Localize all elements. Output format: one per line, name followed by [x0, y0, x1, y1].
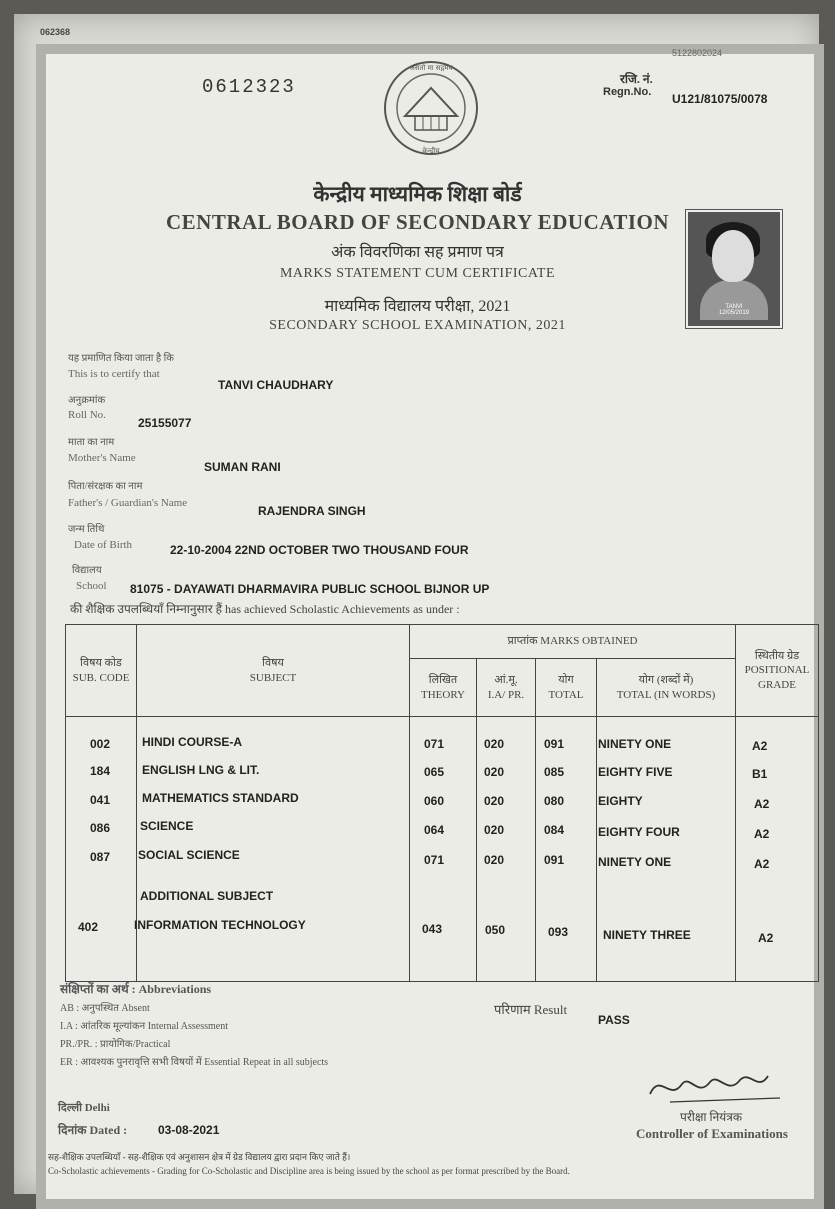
header-sub-code: विषय कोड SUB. CODE — [66, 625, 137, 717]
cbse-emblem-icon — [375, 58, 487, 160]
signature-title-hindi: परीक्षा नियंत्रक — [680, 1110, 743, 1124]
photo-caption-no: 12/05/2019 — [718, 310, 750, 316]
father-label: Father's / Guardian's Name — [68, 497, 188, 509]
photo-caption-name: TANVI — [725, 304, 743, 310]
achievements-intro: की शैक्षिक उपलब्धियाँ निम्नानुसार हैं has achieved Scholastic Achievements as under : — [70, 602, 460, 616]
abbreviations-title: संक्षिप्तों का अर्थ : Abbreviations — [60, 982, 212, 996]
certificate-number: 0612323 — [202, 76, 296, 98]
dob-label: Date of Birth — [74, 539, 133, 551]
header-ia: आं.मू. I.A/ PR. — [477, 659, 536, 717]
roll-number: 25155077 — [138, 416, 192, 430]
additional-subject-label: ADDITIONAL SUBJECT — [140, 889, 274, 903]
certify-label: This is to certify that — [68, 368, 160, 380]
mother-label: Mother's Name — [68, 452, 136, 464]
father-label-hindi: पिता/संरक्षक का नाम — [68, 481, 143, 492]
board-title-hindi: केन्द्रीय माध्यमिक शिक्षा बोर्ड — [313, 182, 522, 206]
regn-label-hindi: रजि. नं. — [620, 72, 653, 86]
abbreviation-item: ER : आवश्यक पुनरावृत्ति सभी विषयों में Essential Repeat in all subjects — [60, 1057, 329, 1068]
regn-number: U121/81075/0078 — [672, 92, 768, 106]
cert-title: MARKS STATEMENT CUM CERTIFICATE — [279, 266, 556, 281]
result-label: परिणाम Result — [494, 1002, 568, 1017]
mother-label-hindi: माता का नाम — [68, 437, 115, 448]
mother-name: SUMAN RANI — [204, 460, 281, 474]
roll-label: Roll No. — [68, 409, 106, 421]
header-grade: स्थितीय ग्रेड POSITIONAL GRADE — [736, 625, 819, 717]
date-of-birth: 22-10-2004 22ND OCTOBER TWO THOUSAND FOUR — [170, 543, 469, 557]
school-label: School — [76, 580, 107, 592]
header-subject: विषय SUBJECT — [137, 625, 410, 717]
dob-label-hindi: जन्म तिथि — [68, 524, 105, 535]
school-label-hindi: विद्यालय — [72, 565, 102, 576]
place-label: दिल्ली Delhi — [58, 1102, 110, 1114]
student-name: TANVI CHAUDHARY — [218, 378, 334, 392]
abbreviation-item: AB : अनुपस्थित Absent — [60, 1003, 150, 1014]
signature-icon — [640, 1062, 790, 1112]
result-value: PASS — [598, 1013, 630, 1027]
header-marks-obtained: प्राप्तांक MARKS OBTAINED — [410, 625, 736, 659]
abbreviation-item: I.A : आंतरिक मूल्यांकन Internal Assessment — [60, 1021, 228, 1032]
school-name: 81075 - DAYAWATI DHARMAVIRA PUBLIC SCHOOL BIJNOR UP — [130, 582, 490, 596]
abbreviation-item: PR./PR. : प्रायोगिक/Practical — [60, 1039, 171, 1050]
signature-title: Controller of Examinations — [636, 1126, 788, 1141]
father-name: RAJENDRA SINGH — [258, 504, 366, 518]
footer-note: Co-Scholastic achievements - Grading for Co-Scholastic and Discipline area is being issued by the school as per format prescribed by the Board. — [48, 1166, 570, 1176]
emblem-caption: असतो मा सद्गमय — [409, 64, 453, 72]
board-title: CENTRAL BOARD OF SECONDARY EDUCATION — [165, 210, 670, 234]
student-photo — [686, 210, 782, 328]
exam-title: SECONDARY SCHOOL EXAMINATION, 2021 — [269, 318, 566, 333]
cert-title-hindi: अंक विवरणिका सह प्रमाण पत्र — [331, 244, 504, 261]
footer-note-hindi: सह-शैक्षिक उपलब्धियाँ - सह-शैक्षिक एवं अनुशासन क्षेत्र में ग्रेड विद्यालय द्वारा प्रदान किए जाते हैं। — [48, 1152, 351, 1162]
serial-top-left: 062368 — [40, 27, 71, 37]
emblem-bottom-text: केन्द्रीय — [422, 147, 440, 155]
issue-date: 03-08-2021 — [158, 1123, 220, 1137]
header-total-words: योग (शब्दों में) TOTAL (IN WORDS) — [597, 659, 736, 717]
exam-title-hindi: माध्यमिक विद्यालय परीक्षा, 2021 — [324, 298, 511, 315]
regn-label: Regn.No. — [603, 86, 652, 98]
dated-label: दिनांक Dated : — [58, 1123, 128, 1137]
serial-top-right: 5122802024 — [672, 48, 723, 58]
certify-label-hindi: यह प्रमाणित किया जाता है कि — [68, 353, 174, 364]
roll-label-hindi: अनुक्रमांक — [68, 395, 106, 406]
header-theory: लिखित THEORY — [410, 659, 477, 717]
header-total: योग TOTAL — [536, 659, 597, 717]
